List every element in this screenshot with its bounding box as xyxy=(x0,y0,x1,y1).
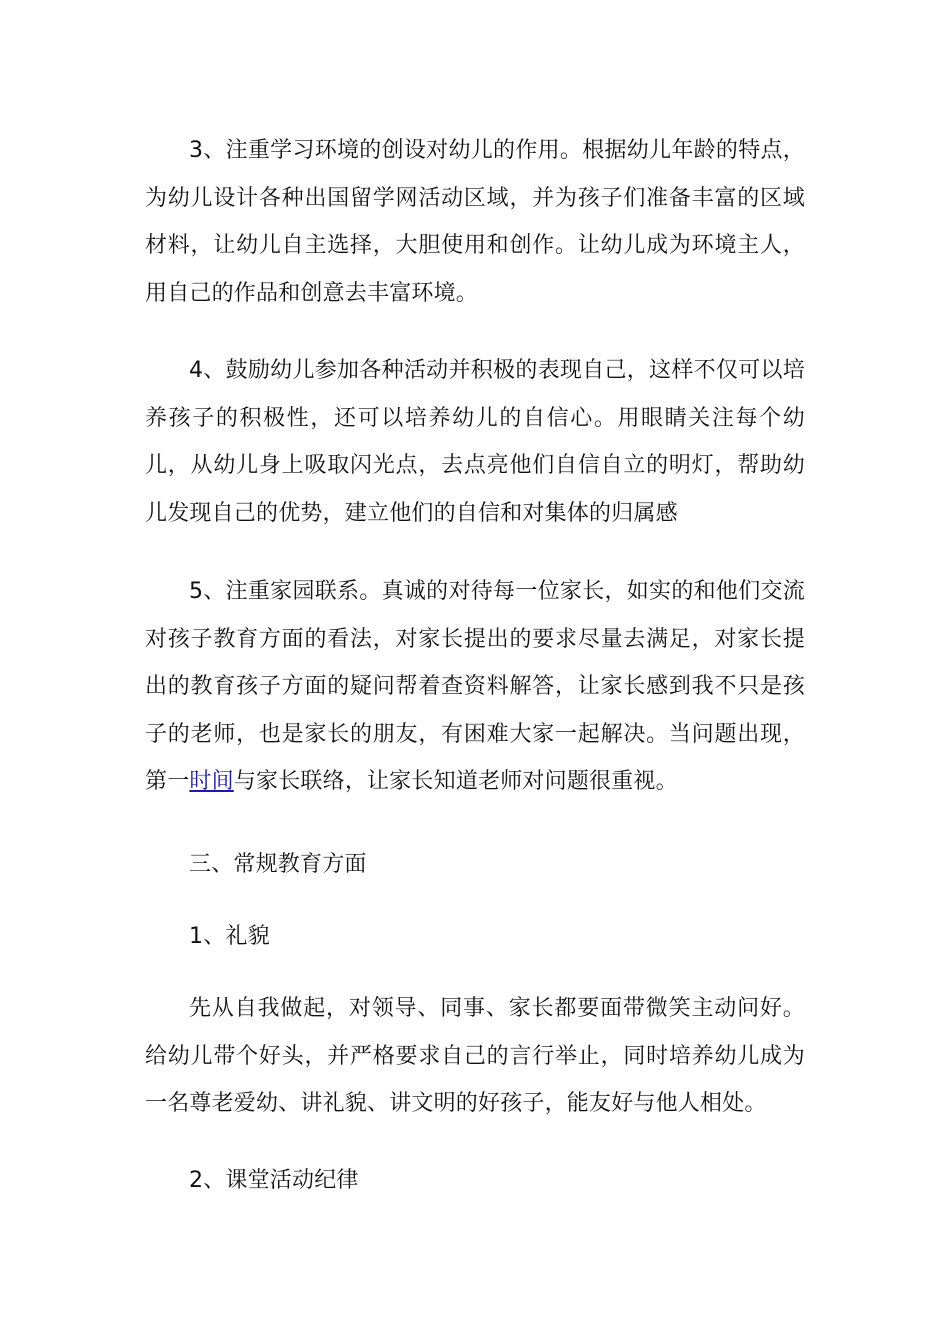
paragraph-home-school-contact xyxy=(145,568,805,806)
paragraph-environment: 3、注重学习环境的创设对幼儿的作用。根据幼儿年龄的特点，为幼儿设计各种出国留学网活动区域，并为孩子们准备丰富的区域材料，让幼儿自主选择，大胆使用和创作。让幼儿成为环境主人，用自己的作品和创意去丰富环境。 xyxy=(145,138,805,306)
paragraph-encourage-activities: 4、鼓励幼儿参加各种活动并积极的表现自己，这样不仅可以培养孩子的积极性，还可以培养幼儿的自信心。用眼睛关注每个幼儿，从幼儿身上吸取闪光点，去点亮他们自信自立的明灯，帮助幼儿发现自己的优势，建立他们的自信和对集体的归属感 xyxy=(145,358,805,526)
section-heading-routine-education: 三、常规教育方面 xyxy=(189,852,367,877)
paragraph-manners: 先从自我做起，对领导、同事、家长都要面带微笑主动问好。给幼儿带个好头，并严格要求自己的言行举止，同时培养幼儿成为一名尊老爱幼、讲礼貌、讲文明的好孩子，能友好与他人相处。 xyxy=(145,996,805,1116)
paragraph-text-after-link: 与家长联络，让家长知道老师对问题很重视。 xyxy=(233,769,678,794)
subheading-classroom-discipline: 2、课堂活动纪律 xyxy=(189,1168,359,1193)
time-link[interactable]: 时间 xyxy=(189,769,234,794)
subheading-manners: 1、礼貌 xyxy=(189,924,270,949)
paragraph-text-before-link: 5、注重家园联系。真诚的对待每一位家长，如实的和他们交流对孩子教育方面的看法，对家长提出的要求尽量去满足，对家长提出的教育孩子方面的疑问帮着查资料解答，让家长感到我不只是孩子的老师，也是家长的朋友，有困难大家一起解决。当问题出现，第一 xyxy=(145,579,805,794)
